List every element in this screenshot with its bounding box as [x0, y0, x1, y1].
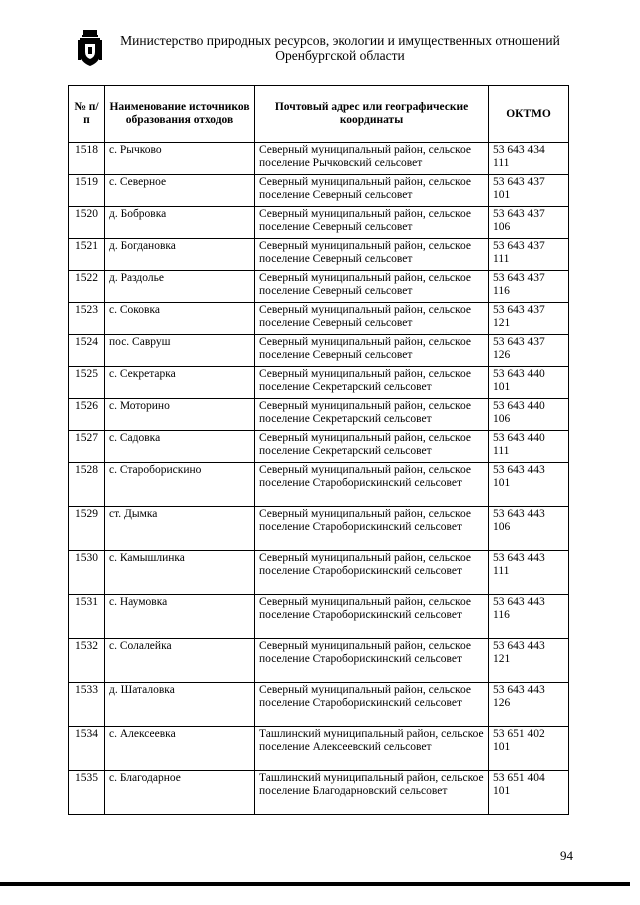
- oktmo-code: 53 643 443 126: [489, 683, 569, 727]
- row-number: 1524: [69, 335, 105, 367]
- row-number: 1531: [69, 595, 105, 639]
- table-row: [69, 207, 569, 239]
- address: Северный муниципальный район, сельское поселение Староборискинский сельсовет: [255, 639, 489, 683]
- row-number: 1528: [69, 463, 105, 507]
- row-number: 1523: [69, 303, 105, 335]
- row-number: 1535: [69, 771, 105, 815]
- address: Северный муниципальный район, сельское поселение Секретарский сельсовет: [255, 431, 489, 463]
- oktmo-code: 53 643 440 111: [489, 431, 569, 463]
- coat-of-arms-icon: [77, 28, 103, 68]
- source-name: с. Наумовка: [105, 595, 255, 639]
- bottom-rule: [0, 882, 630, 886]
- address: Северный муниципальный район, сельское поселение Северный сельсовет: [255, 303, 489, 335]
- address: Северный муниципальный район, сельское поселение Северный сельсовет: [255, 271, 489, 303]
- address: Северный муниципальный район, сельское поселение Секретарский сельсовет: [255, 399, 489, 431]
- source-name: д. Шаталовка: [105, 683, 255, 727]
- row-number: 1520: [69, 207, 105, 239]
- source-name: с. Солалейка: [105, 639, 255, 683]
- source-name: д. Богдановка: [105, 239, 255, 271]
- source-name: пос. Савруш: [105, 335, 255, 367]
- row-number: 1529: [69, 507, 105, 551]
- row-number: 1519: [69, 175, 105, 207]
- oktmo-code: 53 643 437 111: [489, 239, 569, 271]
- table-row: [69, 303, 569, 335]
- table-row: [69, 335, 569, 367]
- row-number: 1526: [69, 399, 105, 431]
- oktmo-code: 53 643 434 111: [489, 143, 569, 175]
- row-number: 1530: [69, 551, 105, 595]
- table-row: [69, 727, 569, 771]
- source-name: с. Соковка: [105, 303, 255, 335]
- oktmo-code: 53 643 437 106: [489, 207, 569, 239]
- address: Северный муниципальный район, сельское поселение Северный сельсовет: [255, 239, 489, 271]
- source-name: с. Секретарка: [105, 367, 255, 399]
- table-row: [69, 463, 569, 507]
- region-name: Оренбургской области: [275, 48, 405, 63]
- table-row: [69, 771, 569, 815]
- table-row: [69, 683, 569, 727]
- column-header-name: Наименование источников образования отходов: [105, 86, 255, 143]
- column-header-oktmo: ОКТМО: [489, 86, 569, 143]
- row-number: 1527: [69, 431, 105, 463]
- source-name: ст. Дымка: [105, 507, 255, 551]
- row-number: 1534: [69, 727, 105, 771]
- table-row: [69, 143, 569, 175]
- oktmo-code: 53 643 443 106: [489, 507, 569, 551]
- table-row: [69, 271, 569, 303]
- table-row: [69, 639, 569, 683]
- source-name: с. Староборискино: [105, 463, 255, 507]
- oktmo-code: 53 643 443 101: [489, 463, 569, 507]
- table-row: [69, 239, 569, 271]
- document-header: [120, 33, 560, 63]
- table-row: [69, 507, 569, 551]
- address: Северный муниципальный район, сельское поселение Староборискинский сельсовет: [255, 463, 489, 507]
- address: Ташлинский муниципальный район, сельское поселение Благодарновский сельсовет: [255, 771, 489, 815]
- source-name: с. Моторино: [105, 399, 255, 431]
- oktmo-code: 53 643 437 116: [489, 271, 569, 303]
- source-name: с. Алексеевка: [105, 727, 255, 771]
- column-header-address: Почтовый адрес или географические координаты: [255, 86, 489, 143]
- page-number: 94: [560, 848, 573, 863]
- row-number: 1525: [69, 367, 105, 399]
- table-row: [69, 367, 569, 399]
- row-number: 1532: [69, 639, 105, 683]
- address: Северный муниципальный район, сельское поселение Северный сельсовет: [255, 207, 489, 239]
- row-number: 1522: [69, 271, 105, 303]
- source-name: с. Северное: [105, 175, 255, 207]
- address: Северный муниципальный район, сельское поселение Староборискинский сельсовет: [255, 595, 489, 639]
- source-name: с. Рычково: [105, 143, 255, 175]
- oktmo-code: 53 643 443 121: [489, 639, 569, 683]
- oktmo-code: 53 643 437 126: [489, 335, 569, 367]
- row-number: 1518: [69, 143, 105, 175]
- table-row: [69, 399, 569, 431]
- source-name: с. Садовка: [105, 431, 255, 463]
- address: Северный муниципальный район, сельское поселение Староборискинский сельсовет: [255, 507, 489, 551]
- ministry-name: Министерство природных ресурсов, экологии и имущественных отношений: [120, 33, 560, 48]
- source-name: с. Камышлинка: [105, 551, 255, 595]
- row-number: 1533: [69, 683, 105, 727]
- address: Ташлинский муниципальный район, сельское поселение Алексеевский сельсовет: [255, 727, 489, 771]
- address: Северный муниципальный район, сельское поселение Староборискинский сельсовет: [255, 551, 489, 595]
- oktmo-code: 53 643 443 111: [489, 551, 569, 595]
- oktmo-code: 53 643 443 116: [489, 595, 569, 639]
- address: Северный муниципальный район, сельское поселение Северный сельсовет: [255, 175, 489, 207]
- source-name: д. Бобровка: [105, 207, 255, 239]
- source-name: д. Раздолье: [105, 271, 255, 303]
- oktmo-code: 53 643 440 106: [489, 399, 569, 431]
- address: Северный муниципальный район, сельское поселение Секретарский сельсовет: [255, 367, 489, 399]
- address: Северный муниципальный район, сельское поселение Староборискинский сельсовет: [255, 683, 489, 727]
- table-row: [69, 551, 569, 595]
- address: Северный муниципальный район, сельское поселение Рычковский сельсовет: [255, 143, 489, 175]
- row-number: 1521: [69, 239, 105, 271]
- waste-sources-table: [68, 85, 569, 815]
- table-row: [69, 595, 569, 639]
- oktmo-code: 53 651 402 101: [489, 727, 569, 771]
- oktmo-code: 53 643 437 101: [489, 175, 569, 207]
- oktmo-code: 53 643 440 101: [489, 367, 569, 399]
- table-row: [69, 431, 569, 463]
- oktmo-code: 53 651 404 101: [489, 771, 569, 815]
- column-header-number: № п/п: [69, 86, 105, 143]
- table-row: [69, 175, 569, 207]
- source-name: с. Благодарное: [105, 771, 255, 815]
- table-header-row: [69, 86, 569, 143]
- address: Северный муниципальный район, сельское поселение Северный сельсовет: [255, 335, 489, 367]
- oktmo-code: 53 643 437 121: [489, 303, 569, 335]
